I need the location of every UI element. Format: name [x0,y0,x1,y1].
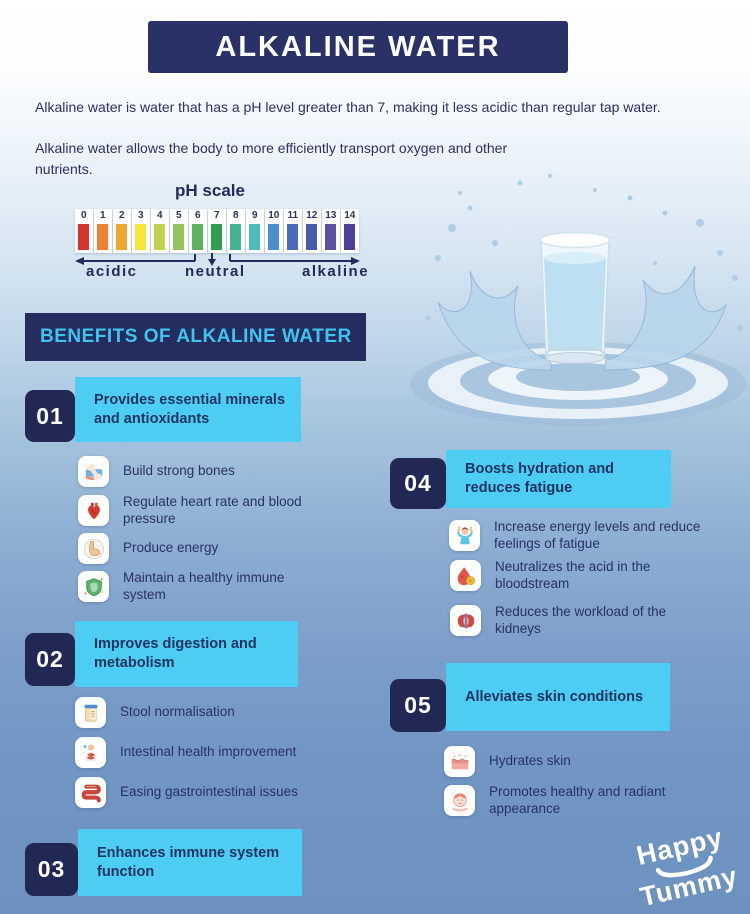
benefit-item-text: Neutralizes the acid in the bloodstream [495,559,651,591]
ph-swatch [173,224,184,250]
benefit-item-text: Reduces the workload of the kidneys [495,604,667,636]
jar-icon [75,697,106,728]
ph-swatch [211,224,222,250]
ph-value: 1 [99,210,106,221]
benefit-item [75,777,325,808]
benefits-heading [25,313,366,361]
benefit-item-text: Produce energy [123,540,219,556]
ph-swatch [287,224,298,250]
ph-tile-5 [170,209,188,253]
ph-value: 10 [268,210,280,221]
ph-scale [75,209,359,253]
section-02-title: Improves digestion and metabolism [75,621,298,687]
benefit-item [78,494,308,528]
ph-label-alkaline: alkaline [302,263,370,280]
ph-value: 2 [118,210,125,221]
ph-tile-4 [151,209,169,253]
ph-tile-10 [265,209,283,253]
heart-icon [78,495,109,526]
ph-tile-8 [227,209,245,253]
energetic-person-icon [449,520,480,551]
ph-swatch [325,224,336,250]
ph-tile-9 [246,209,264,253]
benefit-item [450,604,690,638]
ph-value: 12 [306,210,318,221]
page-title [148,21,568,73]
benefit-item [75,697,315,728]
ph-swatch [230,224,241,250]
ph-value: 11 [287,210,299,221]
ph-value: 3 [137,210,144,221]
ph-label-neutral: neutral [185,263,246,280]
benefit-item [450,559,690,593]
bone-icon [78,456,109,487]
intro-paragraph-2: Alkaline water allows the body to more efficiently transport oxygen and other nutrients. [35,140,508,177]
ph-swatch [116,224,127,250]
section-03-number: 03 [25,843,78,896]
ph-value: 8 [232,210,239,221]
benefit-item-text: Intestinal health improvement [120,744,297,760]
section-04-number: 04 [390,458,446,509]
page-title-text: ALKALINE WATER [215,30,501,63]
ph-swatch [192,224,203,250]
ph-swatch [306,224,317,250]
benefit-item [444,784,684,818]
ph-value: 9 [251,210,258,221]
ph-tile-0 [75,209,93,253]
ph-label-acidic: acidic [86,263,138,280]
ph-tile-1 [94,209,112,253]
benefit-item [78,533,308,564]
water-splash-illustration [400,168,750,440]
kidneys-icon [450,605,481,636]
ph-value: 14 [344,210,356,221]
ph-swatch [135,224,146,250]
benefit-item-text: Promotes healthy and radiant appearance [489,784,666,816]
benefit-item-text: Regulate heart rate and blood pressure [123,494,302,526]
ph-value: 7 [213,210,220,221]
blood-drop-icon [450,560,481,591]
section-05-number: 05 [390,679,446,732]
logo-line-1: Happy [633,822,726,871]
ph-value: 5 [175,210,182,221]
ph-value: 4 [156,210,163,221]
section-04-title: Boosts hydration and reduces fatigue [446,450,671,508]
ph-tile-13 [322,209,340,253]
benefit-item [449,519,724,553]
benefit-item [444,746,684,777]
benefit-item-text: Build strong bones [123,463,235,479]
shield-icon [78,571,109,602]
ph-swatch [268,224,279,250]
ph-swatch [344,224,355,250]
section-01-title: Provides essential minerals and antioxidants [75,377,301,442]
ph-tile-11 [284,209,302,253]
benefit-item [78,456,308,487]
ph-swatch [154,224,165,250]
section-01-number: 01 [25,390,75,442]
benefit-item-text: Increase energy levels and reduce feelings of fatigue [494,519,701,551]
ph-value: 6 [194,210,201,221]
skin-icon [444,746,475,777]
benefit-item-text: Stool normalisation [120,704,235,720]
benefit-item-text: Easing gastrointestinal issues [120,784,298,800]
benefit-item-text: Hydrates skin [489,753,571,769]
section-03-title: Enhances immune system function [78,829,302,896]
bicep-icon [78,533,109,564]
benefit-item [78,570,308,604]
ph-swatch [78,224,89,250]
ph-tile-6 [189,209,207,253]
ph-value: 0 [80,210,87,221]
happy-tummy-logo [616,818,750,914]
ph-tile-12 [303,209,321,253]
ph-tile-2 [113,209,131,253]
ph-tile-3 [132,209,150,253]
torso-icon [75,737,106,768]
benefit-item [75,737,325,768]
section-05-title: Alleviates skin conditions [446,663,670,731]
ph-swatch [249,224,260,250]
ph-tile-7 [208,209,226,253]
ph-tile-14 [341,209,359,253]
ph-scale-title: pH scale [175,181,245,200]
ph-value: 13 [325,210,337,221]
benefit-item-text: Maintain a healthy immune system [123,570,285,602]
logo-line-2: Tummy [637,860,741,913]
ph-swatch [97,224,108,250]
benefits-heading-text: BENEFITS OF ALKALINE WATER [40,326,352,347]
section-02-number: 02 [25,633,75,686]
intro-paragraph-1: Alkaline water is water that has a pH level greater than 7, making it less acidic than regular tap water. [35,99,661,115]
face-icon [444,785,475,816]
intestine-icon [75,777,106,808]
